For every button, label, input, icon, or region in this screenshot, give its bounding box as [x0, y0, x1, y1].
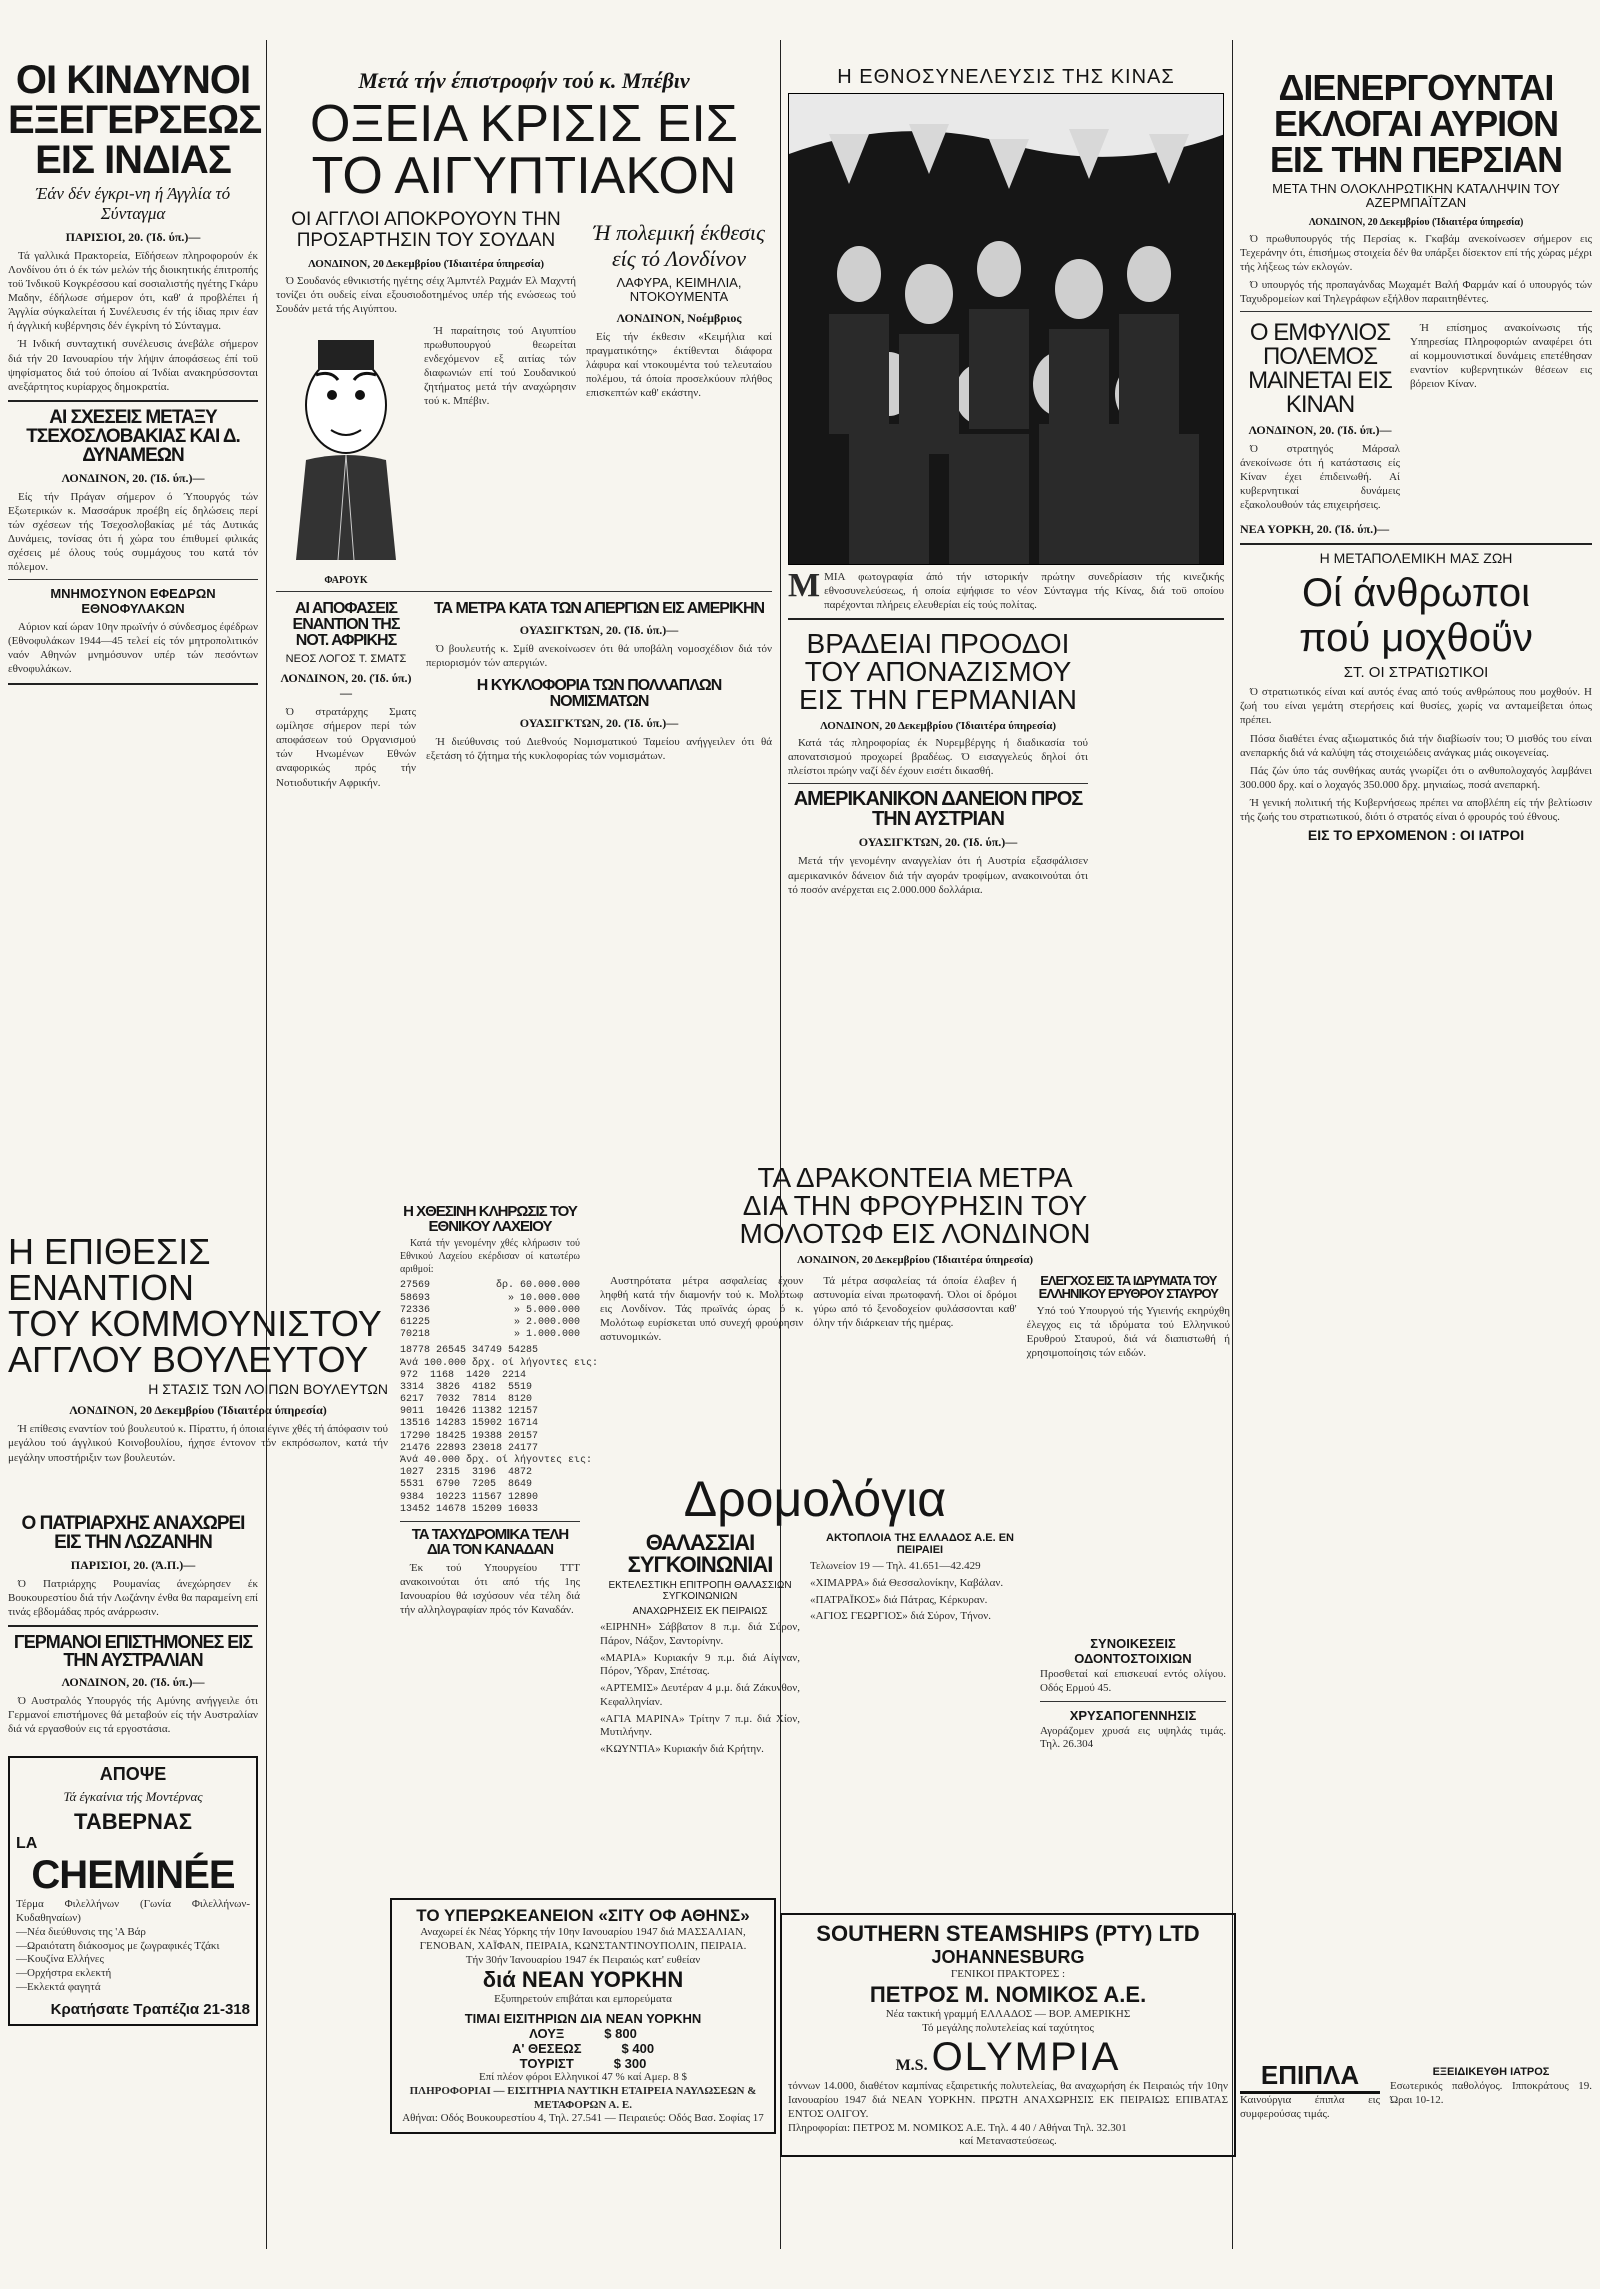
headline-line: ΕΙΣ ΙΝΔΙΑΣ [35, 138, 231, 182]
lottery-line: Άνά 40.000 δρχ. οί λήγοντες εις: [400, 1455, 593, 1467]
article-body: Ή γενική πολιτική τής Κυβερνήσεως πρέπει να αποβλέπη είς τήν βελτίωσιν τής ζωής του στρατιωτικού, διότι ό στρατός είναι ό φρουρός τού έθνους. [1240, 796, 1592, 823]
headline-line: Η ΕΠΙΘΕΣΙΣ ΕΝΑΝΤΙΟΝ [8, 1231, 211, 1308]
ad-text: Αγοράζομεν χρυσά εις υψηλάς τιμάς. Τηλ. 26.304 [1040, 1724, 1226, 1751]
headline-czech: ΑΙ ΣΧΕΣΕΙΣ ΜΕΤΑΞΥ ΤΣΕΧΟΣΛΟΒΑΚΙΑΣ ΚΑΙ Δ. ΔΥΝΑΜΕΩΝ [26, 406, 240, 466]
schedule-subtitle: ΘΑΛΑΣΣΙΑΙ ΣΥΓΚΟΙΝΩΝΙΑΙ [627, 1530, 773, 1577]
article-strike [426, 597, 772, 794]
ad-text: ΓΕΝΙΚΟΙ ΠΡΑΚΤΟΡΕΣ : [950, 1968, 1066, 1980]
small-ads [1040, 1630, 1226, 1752]
lottery-prize-row [400, 1317, 580, 1329]
article-egypt [276, 68, 772, 205]
ad-text: Προσθεταί καί επισκευαί εντός ολίγου. Οδός Ερμού 45. [1040, 1668, 1226, 1694]
article-draconian [600, 1160, 1230, 1364]
column-2 [276, 0, 772, 794]
article-body: Ό Πατριάρχης Ρουμανίας άνεχώρησεν έκ Βουκουρεστίου διά τήν Λωζάνην ένθα θα παραμείνη επί τινάς εβδομάδας πρός ανάρρωσιν. [8, 1578, 258, 1619]
dateline: ΛΟΝΔΙΝΟΝ, 20 Δεκεμβρίου (Ίδιαιτέρα ύπηρεσία) [69, 1403, 327, 1418]
article-civil-war [1240, 317, 1400, 516]
headline-line: ΕΚΛΟΓΑΙ ΑΥΡΙΟΝ [1273, 103, 1559, 144]
ad-detail-line: —Εκλεκτά φαγητά [16, 1980, 101, 1993]
divider [788, 618, 1224, 620]
lottery-line: 13516 14283 15902 16714 [400, 1418, 539, 1430]
lottery-amount: δρ. 60.000.000 [495, 1280, 580, 1292]
article-redcross [1027, 1270, 1230, 1364]
ad-text: Εξυπηρετούν επιβάται και εμπορεύματα [494, 1993, 672, 2006]
ad-heading: ΧΡΥΣΑΠΟΓΕΝΝΗΣΙΣ [1069, 1707, 1197, 1723]
ad-text: Τά έγκαίνια τής Μοντέρνας [63, 1789, 203, 1805]
headline-exhibition: Ή πολεμική έκθεσις είς τό Λονδίνον [593, 220, 765, 271]
ad-text: Πληροφορίαι: ΠΕΤΡΟΣ Μ. ΝΟΜΙΚΟΣ Α.Ε. Τηλ. 4 40 / Αθήναι Τηλ. 32.301 [788, 2121, 1127, 2134]
dateline: ΠΑΡΙΣΙΟΙ, 20. (Ά.Π.)— [70, 1558, 196, 1572]
schedule-line: «ΕΙΡΗΝΗ» Σάββατον 8 π.μ. διά Σύρον, Πάρον, Νάξον, Σαντορίνην. [600, 1621, 800, 1647]
headline-persia [1240, 67, 1592, 180]
agency: ΑΚΤΟΠΛΟΙΑ ΤΗΣ ΕΛΛΑΔΟΣ Α.Ε. ΕΝ ΠΕΙΡΑΙΕΙ [826, 1532, 1014, 1557]
divider [400, 1521, 580, 1522]
article-scientists [8, 1633, 258, 1736]
ad-heading: διά ΝΕΑΝ ΥΟΡΚΗΝ [482, 1967, 684, 1993]
headline-line: Οί άνθρωποι [1301, 570, 1531, 615]
lottery-amount: » 5.000.000 [513, 1304, 580, 1316]
next-topic: ΕΙΣ ΤΟ ΕΡΧΟΜΕΝΟΝ : ΟΙ ΙΑΤΡΟΙ [1307, 826, 1525, 843]
lottery-amount: » 1.000.000 [513, 1329, 580, 1341]
ad-heading: ΑΠΟΨΕ [99, 1764, 167, 1785]
headline-line: ΤΟΥ ΑΠΟΝΑΖΙΣΜΟΥ [804, 656, 1072, 688]
schedule-port: «ΧΙΜΑΡΡΑ» διά Θεσσαλονίκην, Καβάλαν. [810, 1576, 1004, 1589]
departures-from: ΑΝΑΧΩΡΗΣΕΙΣ ΕΚ ΠΕΙΡΑΙΩΣ [632, 1606, 768, 1617]
headline-strike: ΤΑ ΜΕΤΡΑ ΚΑΤΑ ΤΩΝ ΑΠΕΡΓΙΩΝ ΕΙΣ ΑΜΕΡΙΚΗΝ [433, 600, 765, 618]
photo-chinese-assembly [788, 93, 1224, 565]
lottery-blocks [400, 1357, 599, 1516]
article-body: Είς τήν έκθεσιν «Κειμήλια καί πραγματικότης» έκτίθενται διάφορα λάφυρα καί ντοκουμέντα τού τελευταίου πολέμου, τά όποία προσελκύουν πλήθος επισκεπτών καθ' εκάστην. [586, 330, 772, 399]
ad-text: Τήν 30ήν Ίανουαρίου 1947 έκ Πειραιώς κατ' ευθείαν [465, 1953, 701, 1966]
headline-lottery: Η ΧΘΕΣΙΝΗ ΚΛΗΡΩΣΙΣ ΤΟΥ ΕΘΝΙΚΟΥ ΛΑΧΕΙΟΥ [403, 1203, 577, 1235]
article-africa [276, 597, 416, 794]
headline-line: ΟΞΕΙΑ ΚΡΙΣΙΣ ΕΙΣ [310, 95, 738, 153]
ad-heading: ΠΕΤΡΟΣ Μ. ΝΟΜΙΚΟΣ Α.Ε. [869, 1981, 1147, 2007]
lottery-line: 17290 18425 19388 20157 [400, 1430, 539, 1442]
lottery-number: 72336 [400, 1304, 431, 1316]
dateline: ΟΥΑΣΙΓΚΤΩΝ, 20. (Ίδ. ύπ.)— [858, 835, 1018, 850]
fare-class: Α' ΘΕΣΕΩΣ [511, 2041, 582, 2056]
subheadline: ΝΕΟΣ ΛΟΓΟΣ Τ. ΣΜΑΤΣ [285, 653, 407, 666]
ad-detail-line: —Ορχήστρα εκλεκτή [16, 1967, 112, 1980]
headline-line: ΒΡΑΔΕΙΑΙ ΠΡΟΟΔΟΙ [806, 628, 1070, 660]
headline-scientists: ΓΕΡΜΑΝΟΙ ΕΠΙΣΤΗΜΟΝΕΣ ΕΙΣ ΤΗΝ ΑΥΣΤΡΑΛΙΑΝ [13, 1632, 253, 1671]
advertisement-la-cheminee [8, 1756, 258, 2025]
article-body: Ή παραίτησις τού Αιγυπτίου πρωθυπουργού θεωρείται ενδεχόμενον εξ αιτίας τών διαφωνιών επί τού Σουδανικού ζητήματος μετά τήν αναχώρησιν τού κ. Μπέβιν. [424, 325, 576, 408]
schedule-lines [600, 1621, 800, 1757]
lottery-line: 6217 7032 7814 8120 [400, 1394, 533, 1406]
headline-line: ΔΙΕΝΕΡΓΟΥΝΤΑΙ [1278, 67, 1554, 108]
fare-price: $ 800 [604, 2026, 637, 2041]
dateline: ΛΟΝΔΙΝΟΝ, 20. (Ίδ. ύπ.)— [1248, 422, 1392, 437]
dateline: ΟΥΑΣΙΓΚΤΩΝ, 20. (Ίδ. ύπ.)— [519, 716, 679, 731]
headline-redcross: ΕΛΕΓΧΟΣ ΕΙΣ ΤΑ ΙΔΡΥΜΑΤΑ ΤΟΥ ΕΛΛΗΝΙΚΟΥ ΕΡΥΘΡΟΥ ΣΤΑΥΡΟΥ [1038, 1273, 1218, 1301]
article-body: Μετά τήν γενομένην αναγγελίαν ότι ή Αυστρία εξασφάλισεν αμερικανικόν δάνειον διά τήν αγοράν τροφίμων, ανακοινούται ότι τό ποσόν ανέρχεται εις 2.000.000 δολλάρια. [788, 855, 1088, 896]
subheadline: ΟΙ ΑΓΓΛΟΙ ΑΠΟΚΡΟΥΟΥΝ ΤΗΝ ΠΡΟΣΑΡΤΗΣΙΝ ΤΟΥ ΣΟΥΔΑΝ [291, 209, 561, 251]
article-body: Ό πρωθυπουργός τής Περσίας κ. Γκαβάμ ανεκοίνωσεν σήμερον εις Τεχεράνην ότι, έπισήμως στοιχεία δέν θα υπάρξει δίσεκτον επί τής χώρας μέχρι τής λήξεως τών εκλογών. [1240, 232, 1592, 273]
fare-row [398, 2026, 768, 2041]
ad-phone: Κρατήσατε Τραπέζια 21-318 [50, 2000, 250, 2018]
fare-row [398, 2041, 768, 2056]
fares-table [398, 2026, 768, 2071]
section-schedule [600, 1470, 1030, 1757]
headline-line: ΕΞΕΓΕΡΣΕΩΣ [8, 98, 262, 142]
column-1-lower [8, 1510, 258, 2034]
advertisement-city-of-athens [390, 1898, 776, 2134]
caption-text: ΜΙΑ φωτογραφία άπό τήν ιστορικήν πρώτην συνεδρίασιν τής κινεζικής εθνοσυνελεύσεως, ή οποία εψήφισε το νέον Σύνταγμα τής Κίνας, διά τοϋ οποίου παρέχονται πλήρεις ελευθερίαι είς τούς πολίτας. [824, 571, 1224, 611]
schedule-title: Δρομολόγια [683, 1471, 947, 1527]
article-body: Κατά τάς πληροφορίας έκ Νυρεμβέργης ή διαδικασία τού απονατσισμού προχωρεί βραδέως. Ό εισαγγελεύς δηλοί ότι πλείστοι πρώην ναζί δέν έχουν εισέτι δικασθή. [788, 737, 1088, 778]
lottery-amount: » 10.000.000 [507, 1292, 580, 1304]
ad-heading: ΕΞΕΙΔΙΚΕΥΘΗ ΙΑΤΡΟΣ [1432, 2066, 1550, 2078]
article-guards [8, 586, 258, 676]
divider [8, 683, 258, 685]
ad-detail-line: —Κουζίνα Ελλήνες [16, 1953, 104, 1966]
ship-prefix: M.S. [895, 2057, 928, 2075]
ad-detail-line: —Ωραιότατη διάκοσμος με ζωγραφικές Τζάκι [16, 1939, 220, 1952]
lottery-prize-row [400, 1280, 580, 1292]
headline-line: ΕΙΣ ΤΗΝ ΓΕΡΜΑΝΙΑΝ [798, 684, 1078, 716]
divider [1240, 543, 1592, 545]
photo-banner: Η ΕΘΝΟΣΥΝΕΛΕΥΣΙΣ ΤΗΣ ΚΙΝΑΣ [837, 66, 1175, 88]
lottery-prize-row [400, 1305, 580, 1317]
subheadline: ΣΤ. ΟΙ ΣΤΡΑΤΙΩΤΙΚΟΙ [1343, 663, 1489, 681]
lottery-number: 27569 [400, 1280, 431, 1292]
ad-heading: SOUTHERN STEAMSHIPS (PTY) LTD [816, 1921, 1200, 1946]
lottery-number: 70218 [400, 1329, 431, 1341]
headline-line: πού μοχθοΰν [1299, 615, 1533, 660]
article-body: Ό στρατιωτικός είναι καί αυτός ένας από τούς ανθρώπους που μοχθούν. Η ζωή του είναι γεμάτη στερήσεις καί θυσίες, χωρίς να ανταμείβεται όπως πρέπει. [1240, 686, 1592, 727]
headline-line: ΜΟΛΟΤΩΦ ΕΙΣ ΛΟΝΔΙΝΟΝ [739, 1218, 1091, 1249]
dateline: ΛΟΝΔΙΝΟΝ, Νοέμβριος [616, 310, 742, 325]
dateline: ΛΟΝΔΙΝΟΝ, 20. (Ίδ. ύπ.)— [61, 470, 205, 485]
fare-price: $ 300 [613, 2056, 647, 2071]
article-body: Ό στρατάρχης Σματς ωμίλησε σήμερον περί τών αποφάσεων τού Οργανισμού τών Ηνωμένων Εθνών αναφορικώς πρός τήν Νοτιοδυτικήν Αφρικήν. [276, 706, 416, 789]
headline-patriarch: Ο ΠΑΤΡΙΑΡΧΗΣ ΑΝΑΧΩΡΕΙ ΕΙΣ ΤΗΝ ΛΩΖΑΝΗΝ [21, 1513, 245, 1553]
headline-postwar [1240, 571, 1592, 661]
fare-class: ΤΟΥΡΙΣΤ [519, 2056, 574, 2071]
lottery-line: 3314 3826 4182 5519 [400, 1381, 533, 1393]
divider [8, 400, 258, 402]
headline-civil-war: Ο ΕΜΦΥΛΙΟΣ ΠΟΛΕΜΟΣ ΜΑΙΝΕΤΑΙ ΕΙΣ ΚΙΝΑΝ [1248, 318, 1392, 418]
lottery-prize-row [400, 1293, 580, 1305]
ad-text: Αναχωρεί έκ Νέας Υόρκης τήν 10ην Ιανουαρίου 1947 διά ΜΑΣΣΑΛΙΑΝ, ΓΕΝΟΒΑΝ, ΧΑΪΦΑΝ, ΠΕΙΡΑΙΑ, ΚΩΝΣΤΑΝΤΙΝΟΥΠΟΛΙΝ, ΠΕΙΡΑΙΑ. [419, 1926, 747, 1952]
ad-text: καί Μεταναστεύσεως. [959, 2135, 1057, 2148]
divider [8, 1625, 258, 1627]
article-germany [788, 626, 1088, 900]
subheadline: Έάν δέν έγκρι-νη ή Άγγλία τό Σύνταγμα [35, 184, 231, 223]
advertisement-olympia [780, 1913, 1236, 2157]
ad-name: CHEMINÉE [31, 1853, 235, 1898]
drop-cap: Μ [788, 567, 821, 604]
divider [8, 579, 258, 580]
article-lottery [400, 1200, 599, 1621]
agency-body: Τελωνείον 19 — Τηλ. 41.651—42.429 [810, 1560, 981, 1573]
divider [1240, 311, 1592, 312]
fare-price: $ 400 [621, 2041, 655, 2056]
divider [276, 591, 772, 592]
caricature-farouk [276, 320, 416, 570]
dateline: ΛΟΝΔΙΝΟΝ, 20 Δεκεμβρίου (Ίδιαιτέρα ύπηρεσία) [796, 1254, 1034, 1266]
headline-communists [8, 1231, 388, 1380]
schedule-ports [810, 1577, 1030, 1624]
headline-draconian [600, 1164, 1230, 1248]
ad-text: Επί πλέον φόροι Ελληνικοί 47 % καί Αμερ. 8 $ [479, 2071, 687, 2083]
caricature-caption: ΦΑΡΟΥΚ [324, 575, 368, 587]
schedule-line: «ΜΑΡΙΑ» Κυριακήν 9 π.μ. διά Αίγιναν, Πόρον, Ύδραν, Σπέτσας. [600, 1651, 800, 1678]
article-body: Ό στρατηγός Μάρσαλ άνεκοίνωσε ότι ή κατάστασις είς Κίναν έχει έπιδεινωθή. Αί κυβερνητικαί δυνάμεις εξακολουθούν τάς επιχειρήσεις. [1240, 442, 1400, 512]
headline-africa: ΑΙ ΑΠΟΦΑΣΕΙΣ ΕΝΑΝΤΙΟΝ ΤΗΣ ΝΟΤ. ΑΦΡΙΚΗΣ [292, 600, 400, 650]
article-body: Ή επίσημος ανακοίνωσις τής Υπηρεσίας Πληροφοριών αναφέρει ότι αί κομμουνιστικαί δυνάμεις επετέθησαν εναντίον κυβερνητικών θέσεων εις βόρειον Κίναν. [1410, 321, 1592, 391]
subheadline: ΛΑΦΥΡΑ, ΚΕΙΜΗΛΙΑ, ΝΤΟΚΟΥΜΕΝΤΑ [616, 275, 742, 305]
lottery-line: 972 1168 1420 2214 [400, 1369, 527, 1381]
article-body: Είς τήν Πράγαν σήμερον ό Ύπουργός τών Εξωτερικών κ. Μασσάρυκ προέβη είς δηλώσεις περί τών σχέσεων τής Τσεχοσλοβακίας μέ τάς Δυτικάς Δυνάμεις, τονίσας ότι ή χώρα του έπιθυμεί φιλικάς σχέσεις μέ όλους τούς συμμάχους του κατά τόν πόλεμον. [8, 490, 258, 574]
ship-title: OLYMPIA [931, 2035, 1121, 2080]
headline-line: ΤΑ ΔΡΑΚΟΝΤΕΙΑ ΜΕΤΡΑ [757, 1162, 1073, 1193]
ad-details [16, 1898, 250, 1994]
fare-class: ΛΟΥΞ [529, 2026, 565, 2041]
article-patriarch [8, 1514, 258, 1619]
headline-egypt [276, 95, 772, 205]
schedule-line: «ΑΡΤΕΜΙΣ» Δευτέραν 4 μ.μ. διά Ζάκυνθον, Κεφαλληνίαν. [600, 1682, 800, 1708]
headline-postal: ΤΑ ΤΑΧΥΔΡΟΜΙΚΑ ΤΕΛΗ ΔΙΑ ΤΟΝ ΚΑΝΑΔΑΝ [411, 1525, 569, 1558]
column-4 [1240, 0, 1592, 847]
photo-caption [788, 567, 1224, 612]
headline-guards: ΜΝΗΜΟΣΥΝΟΝ ΕΦΕΔΡΩΝ ΕΘΝΟΦΥΛΑΚΩΝ [50, 586, 216, 617]
ad-heading: ΤΟ ΥΠΕΡΩΚΕΑΝΕΙΟΝ «ΣΙΤΥ ΟΦ ΑΘΗΝΣ» [416, 1906, 750, 1925]
article-body: Ή Ινδική συνταχτική συνέλευσις άνεβάλε σήμερον διά τήν 20 Ιανουαρίου τήν λήψιν άποφάσεως έπί τοϋ ψηφίσματος διά τού όποίου αί Ίνδίαι ανακηρύσσονται ανεξάρτητος κυρίαρχος δημοκρατία. [8, 338, 258, 393]
dateline: ΛΟΝΔΙΝΟΝ, 20. (Ίδ. ύπ.)— [280, 671, 412, 701]
fare-row [398, 2056, 768, 2071]
schedule-line: «ΑΓΙΑ ΜΑΡΙΝΑ» Τρίτην 7 π.μ. διά Χίον, Μυτιλήνην. [600, 1712, 800, 1739]
kicker: Μετά τήν έπιστροφήν τού κ. Μπέβιν [358, 68, 690, 93]
article-body: Τά γαλλικά Πρακτορεία, Εϊδήσεων πληροφορούν έκ Λονδίνου ότι ό έκ τών μελών τής διοικητικής έπιτροπής τοϋ Ίνδικοϋ Κογκρέσσου καί σοσιαλιστής ηγέτης Γκάρυ Μαδην, έδήλωσε σήμερον ότι, καθ' ά προβλέπει ή Άγγλία σύγκαλείται ή Συνέλευσις έν τής ίδιας πριν έαν ή άγγλική κυβέρνησις δέν έγκρίνη τό Σύνταγμα. [8, 250, 258, 333]
ad-text: ΠΛΗΡΟΦΟΡΙΑΙ — ΕΙΣΙΤΗΡΙΑ ΝΑΥΤΙΚΗ ΕΤΑΙΡΕΙΑ ΝΑΥΛΩΣΕΩΝ & ΜΕΤΑΦΟΡΩΝ Α. Ε. [409, 2084, 757, 2111]
lottery-row: 18778 26545 34749 54285 [400, 1345, 539, 1357]
article-body: Κατά τήν γενομένην χθές κλήρωσιν τού Εθνικού Λαχείου εκέρδισαν οί κατωτέρω αριθμοί: [400, 1238, 580, 1275]
divider [1040, 1701, 1226, 1702]
column-3 [788, 0, 1224, 901]
dateline: ΛΟΝΔΙΝΟΝ, 20 Δεκεμβρίου (Ίδιαιτέρα ύπηρεσία) [1308, 216, 1524, 228]
article-body: Αύριον καί ώραν 10ην πρωϊνήν ό σύνδεσμος έφέδρων (Εθνοφυλάκων 1944—45 τελεί είς τόν μητροπολιτικόν ναόν Αθηνών μνημόσυνον υπέρ τών πεσόντων εθνοφυλάκων. [8, 621, 258, 676]
schedule-line: «ΚΩΥΝΤΙΑ» Κυριακήν διά Κρήτην. [600, 1743, 764, 1755]
ad-text: Αθήναι: Οδός Βουκουρεστίου 4, Τηλ. 27.541 — Πειραιεύς: Οδός Βασ. Σοφίας 17 [402, 2112, 764, 2125]
lottery-prizes [400, 1280, 580, 1341]
lottery-line: 9384 10223 11567 12890 [400, 1491, 539, 1503]
crowd-image [789, 94, 1224, 564]
article-body: Τά μέτρα ασφαλείας τά όποία έλαβεν ή αστυνομία είναι πρωτοφανή. Όλοι οί δρόμοι γύρω από τό ξενοδοχείον φυλάσσονται καθ' όλην τήν διάρκειαν τής ημέρας. [813, 1275, 1017, 1330]
headline-currency: Η ΚΥΚΛΟΦΟΡΙΑ ΤΩΝ ΠΟΛΛΑΠΛΩΝ ΝΟΜΙΣΜΑΤΩΝ [476, 677, 722, 711]
column-rule [266, 40, 267, 2249]
column-1 [8, 0, 262, 691]
article-body: Πόσα διαθέτει ένας αξιωματικός διά τήν διαβίωσίν του; Ό μισθός του είναι ανεπαρκής διά νά καλύψη τάς στοιχειώδεις ανάγκας μιάς οικογενείας. [1240, 732, 1592, 759]
ad-heading: ΕΠΙΠΛΑ [1240, 2060, 1380, 2094]
subheadline: ΜΕΤΑ ΤΗΝ ΟΛΟΚΛΗΡΩΤΙΚΗΝ ΚΑΤΑΛΗΨΙΝ ΤΟΥ ΑΖΕΡΜΠΑΪΤΖΑΝ [1272, 181, 1560, 211]
ad-text: Εσωτερικός παθολόγος. Ιπποκράτους 19. Ώραι 10-12. [1390, 2080, 1592, 2106]
dateline: ΛΟΝΔΙΝΟΝ, 20 Δεκεμβρίου (Ίδιαιτέρα ύπηρεσία) [307, 257, 545, 270]
article-body: Υπό τού Υπουργού τής Υγιεινής εκηρύχθη έλεγχος εις τά ιδρύματα τού Ελληνικού Ερυθρού Σταυρού, διά νά διαπιστωθή ή χρησιμοποίησις τών ειδών. [1026, 1305, 1230, 1360]
ad-text: Τό μεγάλης πολυτελείας καί ταχύτητος [922, 2021, 1094, 2034]
fares-title: ΤΙΜΑΙ ΕΙΣΙΤΗΡΙΩΝ ΔΙΑ ΝΕΑΝ ΥΟΡΚΗΝ [464, 2011, 702, 2026]
headline-line: ΤΟΥ ΚΟΜΜΟΥΝΙΣΤΟΥ [8, 1303, 382, 1344]
article-body: Ό υπουργός τής προπαγάνδας Μωχαμέτ Βαλή Φαρμάν καί ό υπουργός τών Ταχυδρομείων καί Τηλεγράφων εξήλθον παραιτηθέντες. [1240, 278, 1592, 305]
ad-text: Νέα τακτική γραμμή ΕΛΛΑΔΟΣ — ΒΟΡ. ΑΜΕΡΙΚΗΣ [885, 2007, 1131, 2020]
dateline: ΠΑΡΙΣΙΟΙ, 20. (Ίδ. ύπ.)— [65, 230, 201, 244]
article-czech [8, 408, 258, 574]
article-india [8, 58, 262, 394]
schedule-port: «ΑΓΙΟΣ ΓΕΩΡΓΙΟΣ» διά Σύρον, Τήνον. [810, 1610, 991, 1623]
lottery-prize-row [400, 1329, 580, 1341]
lottery-line: 1027 2315 3196 4872 [400, 1467, 533, 1479]
article-body: Πάς ζών ύπο τάς συνθήκας αυτάς γνωρίζει ότι ο ανθυπολοχαγός λαμβάνει 300.000 δρχ. καί ο λοχαγός 350.000 δρχ. μηνιαίως, ποσά ανεπαρκή. [1240, 764, 1592, 791]
ad-heading: ΤΑΒΕΡΝΑΣ [74, 1809, 192, 1835]
article-communists [8, 1230, 388, 1469]
lottery-line: 5531 6790 7205 8649 [400, 1479, 533, 1491]
dateline: ΟΥΑΣΙΓΚΤΩΝ, 20. (Ίδ. ύπ.)— [519, 623, 679, 638]
dateline: ΛΟΝΔΙΝΟΝ, 20. (Ίδ. ύπ.)— [61, 1675, 205, 1690]
ship-name [788, 2035, 1228, 2080]
ad-text: Καινούργια έπιπλα εις συμφερούσας τιμάς. [1240, 2094, 1380, 2120]
dateline: ΛΟΝΔΙΝΟΝ, 20 Δεκεμβρίου (Ίδιαιτέρα ύπηρεσία) [819, 720, 1057, 733]
article-body: Ό Αυστραλός Υπουργός τής Αμύνης ανήγγειλε ότι Γερμανοί επιστήμονες θά μεταβούν είς τήν Αυστραλίαν διά νά εργασθούν εις τά εργοστάσια. [8, 1695, 258, 1736]
ad-text: τόννων 14.000, διαθέτον καμπίνας εξαιρετικής πολυτελείας, θα αναχωρήση έκ Πειραιώς τήν 10ην Ιανουαρίου 1947 διά ΝΕΑΝ ΥΟΡΚΗΝ. ΠΡΩΤΗ ΑΝΑΧΩΡΗΣΙΣ ΕΚ ΠΕΙΡΑΙΩΣ ΕΠΙΒΑΤΑΣ ΕΝΤΟΣ ΟΛΙΓΟΥ. [788, 2080, 1228, 2120]
ad-heading: ΣΥΝΟΙΚΕΣΕΙΣ ΟΔΟΝΤΟΣΤΟΙΧΙΩΝ [1074, 1636, 1192, 1666]
article-body: Αυστηρότατα μέτρα ασφαλείας έχουν ληφθή κατά τήν διαμονήν τού κ. Μολότωφ εις Λονδίνον. Τάς πρωϊνάς ώρας ό κ. Μολότωφ ευρίσκεται υπό συνεχή φρούρησιν αστυνομικών. [600, 1275, 804, 1344]
article-body: Ό Σουδανός εθνικιστής ηγέτης σέιχ Άμπντέλ Ραχμάν Ελ Μαχντή τονίζει ότι ουδείς είναι εξουσιοδοτημένος υπέρ τής ενώσεως τού Σουδάν μετά τής Αιγύπτου. [276, 274, 576, 315]
subheadline: Η ΣΤΑΣΙΣ ΤΩΝ ΛΟΙΠΩΝ ΒΟΥΛΕΥΤΩΝ [148, 1381, 388, 1397]
schedule-port: «ΠΑΤΡΑΪΚΟΣ» διά Πάτρας, Κέρκυραν. [810, 1593, 988, 1606]
lottery-line: 9011 10426 11382 12157 [400, 1406, 539, 1418]
lottery-line: Άνά 100.000 δρχ. οί λήγοντες εις: [400, 1357, 599, 1369]
lottery-number: 58693 [400, 1292, 431, 1304]
divider [788, 783, 1088, 784]
article-body: Ή διεύθυνσις τού Διεθνούς Νομισματικού Ταμείου ανήγγειλεν ότι θά εξετάση τό ζήτημα τής κυκλοφορίας τών νομισμάτων. [426, 736, 772, 763]
headline-line: ΤΟ ΑΙΓΥΠΤΙΑΚΟΝ [311, 147, 737, 205]
lottery-line: 21476 22893 23018 24177 [400, 1442, 539, 1454]
headline-austria: ΑΜΕΡΙΚΑΝΙΚΟΝ ΔΑΝΕΙΟΝ ΠΡΟΣ ΤΗΝ ΑΥΣΤΡΙΑΝ [793, 788, 1083, 831]
lottery-line: 13452 14678 15209 16033 [400, 1503, 539, 1515]
ad-detail-line: —Νέα διεύθυνσις της 'Α Βάρ [16, 1925, 146, 1938]
headline-line: ΑΓΓΛΟΥ ΒΟΥΛΕΥΤΟΥ [8, 1339, 369, 1380]
dateline: ΝΕΑ ΥΟΡΚΗ, 20. (Ίδ. ύπ.)— [1240, 522, 1390, 537]
lottery-number: 61225 [400, 1316, 431, 1328]
headline-line: ΟΙ ΚΙΝΔΥΝΟΙ [15, 58, 251, 102]
article-body: Ή επίθεσις εναντίον τού βουλευτού κ. Πίραττυ, ή όποια έγινε χθές τή άπόφασιν τού μεγάλου τού άγγλικού Κοινοβουλίου, ήχησε έντονον τόν εκπρόσωπον, κατά τήν μεγάλην υποστήριξιν των βουλευτών. [8, 1423, 388, 1464]
article-body: Ό βουλευτής κ. Σμίθ ανεκοίνωσεν ότι θά υποβάλη νομοσχέδιον διά τόν περιορισμόν τών απεργιών. [426, 643, 772, 670]
headline-line: ΕΙΣ ΤΗΝ ΠΕΡΣΙΑΝ [1269, 139, 1563, 180]
headline-line: ΔΙΑ ΤΗΝ ΦΡΟΥΡΗΣΙΝ ΤΟΥ [742, 1190, 1088, 1221]
ad-heading: LA [16, 1835, 38, 1853]
ad-detail-line: Τέρμα Φιλελλήνων (Γωνία Φιλελλήνων-Κυδαθηναίων) [16, 1898, 250, 1925]
ad-heading: JOHANNESBURG [931, 1947, 1085, 1967]
headline-germany [788, 630, 1088, 714]
kicker: Η ΜΕΤΑΠΟΛΕΜΙΚΗ ΜΑΣ ΖΩΗ [1319, 550, 1513, 567]
bottom-ads [1240, 2060, 1592, 2122]
lottery-amount: » 2.000.000 [513, 1316, 580, 1328]
committee: ΕΚΤΕΛΕΣΤΙΚΗ ΕΠΙΤΡΟΠΗ ΘΑΛΑΣΣΙΩΝ ΣΥΓΚΟΙΝΩΝΙΩΝ [608, 1580, 792, 1602]
article-postwar [1240, 551, 1592, 843]
headline-india [8, 58, 262, 182]
article-body: Έκ τού Υπουργείου ΤΤΤ ανακοινούται ότι από τής 1ης Ιανουαρίου θά ισχύσουν νέα τέλη διά τήν αλληλογραφίαν πρός τόν Καναδάν. [400, 1561, 580, 1617]
